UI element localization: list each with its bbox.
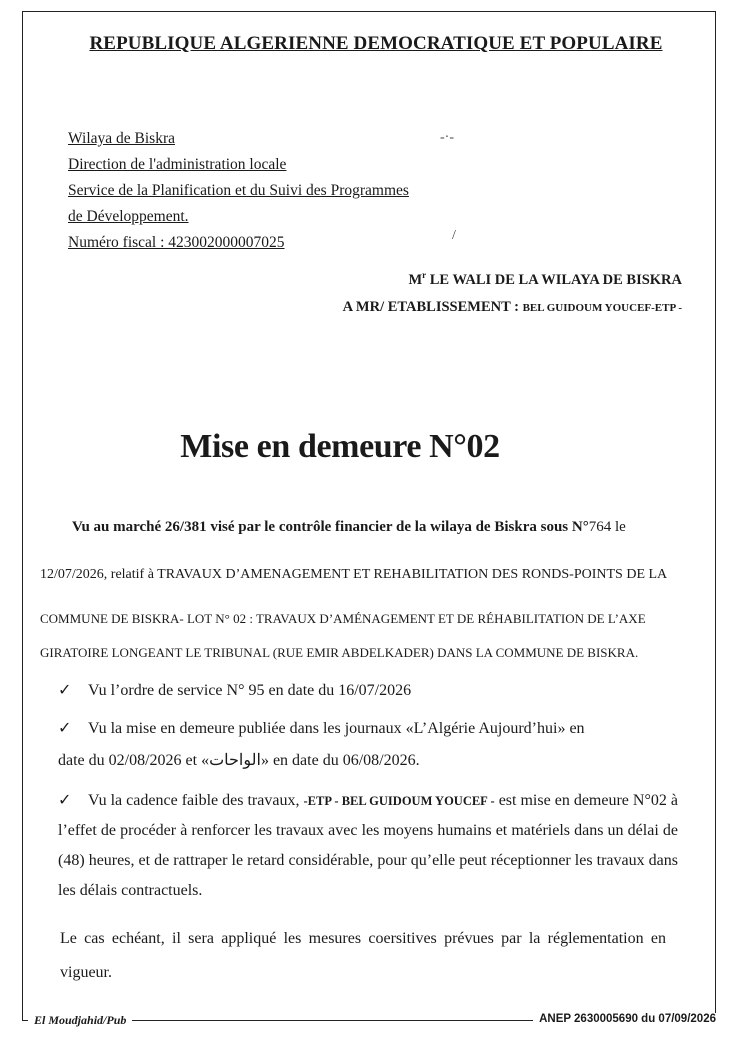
issuer-service: Service de la Planification et du Suivi des Programmes (68, 182, 409, 199)
scan-speck: -·- (440, 130, 454, 145)
body-line-1: Vu au marché 26/381 visé par le contrôle financier de la wilaya de Biskra sous N°764 le (72, 519, 626, 535)
body-line-4: GIRATOIRE LONGEANT LE TRIBUNAL (RUE EMIR ABDELKADER) DANS LA COMMUNE DE BISKRA. (40, 645, 639, 660)
bullet-prior-notice: ✓ Vu la mise en demeure publiée dans les journaux «L’Algérie Aujourd’hui» en date du 02/08/2026 et «الواحات» en date du 06/08/2026. (58, 713, 678, 777)
addressee-block (343, 262, 682, 322)
company-name: -ETP - BEL GUIDOUM YOUCEF - (303, 794, 495, 808)
body-line-2: 12/07/2026, relatif à TRAVAUX D’AMENAGEMENT ET REHABILITATION DES RONDS-POINTS DE LA (40, 567, 668, 582)
check-mark-icon: ✓ (58, 792, 72, 809)
notice-title: Mise en demeure N°02 (180, 428, 500, 465)
addressee-wali: $M^r$ LE WALI DE LA WILAYA DE BISKRA (408, 270, 682, 288)
issuer-block (68, 126, 409, 256)
check-mark-icon: ✓ (58, 682, 72, 699)
addressee-establishment: A MR/ ETABLISSEMENT : BEL GUIDOUM YOUCEF-ETP - (342, 298, 682, 315)
check-mark-icon: ✓ (58, 720, 72, 737)
scan-speck: / (452, 228, 456, 243)
issuer-direction: Direction de l'administration locale (68, 156, 287, 173)
bullet-slow-progress: ✓ Vu la cadence faible des travaux, -ETP - BEL GUIDOUM YOUCEF - est mise en demeure N°02 à l’effet de procéder à renforcer les travaux avec les moyens humains et matériels dans un délai de (48) heures, et de rattraper le retard considérable, pour qu’elle peut réceptionner les travaux dans les délais contractuels. (58, 786, 678, 906)
anep-reference: ANEP 2630005690 du 07/09/2026 (533, 1013, 722, 1025)
republic-header: REPUBLIQUE ALGERIENNE DEMOCRATIQUE ET POPULAIRE (89, 33, 663, 54)
publisher-credit: El Moudjahid/Pub (28, 1013, 132, 1028)
issuer-service-cont: de Développement. (68, 208, 189, 225)
bullet-service-order: ✓ Vu l’ordre de service N° 95 en date du 16/07/2026 (58, 675, 678, 707)
body-line-3: COMMUNE DE BISKRA- LOT N° 02 : TRAVAUX D’AMÉNAGEMENT ET DE RÉHABILITATION DE L’AXE (40, 611, 646, 626)
issuer-wilaya: Wilaya de Biskra (68, 130, 175, 147)
closing-paragraph: Le cas echéant, il sera appliqué les mesures coersitives prévues par la réglementation en vigueur. (60, 930, 666, 981)
issuer-fiscal-number: Numéro fiscal : 423002000007025 (68, 234, 285, 251)
